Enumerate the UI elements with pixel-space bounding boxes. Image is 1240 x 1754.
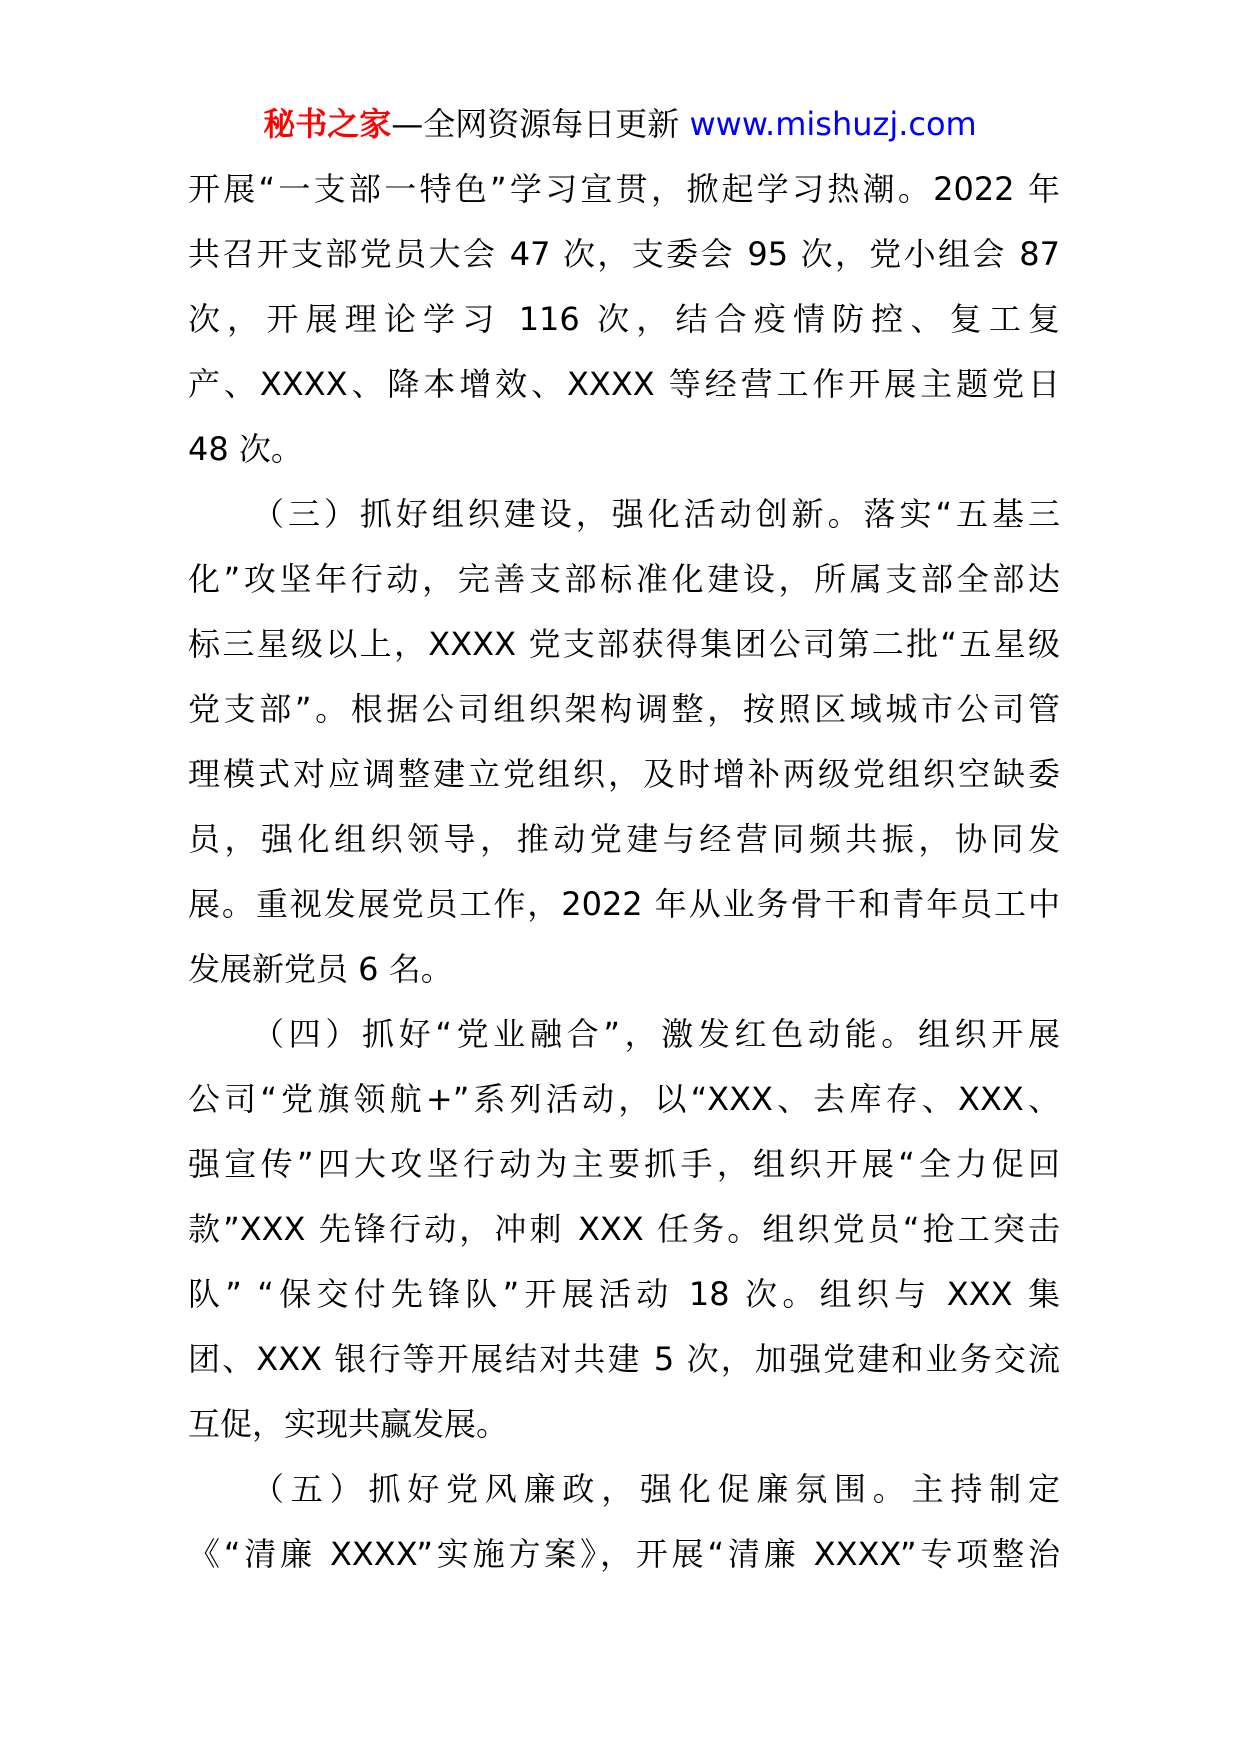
text-line: 款”XXX 先锋行动，冲刺 XXX 任务。组织党员“抢工突击	[188, 1210, 1060, 1248]
text-line: 发展新党员 6 名。	[188, 950, 453, 988]
section-4-heading-line: （四）抓好“党业融合”，激发红色动能。组织开展	[252, 1015, 1060, 1053]
text-line: 化”攻坚年行动，完善支部标准化建设，所属支部全部达	[188, 560, 1060, 598]
site-header	[0, 102, 1240, 146]
text-line: 队” “保交付先锋队”开展活动 18 次。组织与 XXX 集	[188, 1275, 1060, 1313]
text-line: 党支部”。根据公司组织架构调整，按照区域城市公司管	[188, 690, 1060, 728]
text-line: 展。重视发展党员工作，2022 年从业务骨干和青年员工中	[188, 885, 1060, 923]
section-3-heading-line: （三）抓好组织建设，强化活动创新。落实“五基三	[252, 495, 1060, 533]
document-body	[188, 157, 1060, 1587]
text-line: 共召开支部党员大会 47 次，支委会 95 次，党小组会 87	[188, 235, 1060, 273]
text-line: 互促，实现共赢发展。	[188, 1405, 509, 1443]
brand-name: 秘书之家	[263, 105, 392, 143]
text-line: 次，开展理论学习 116 次，结合疫情防控、复工复	[188, 300, 1060, 338]
text-line: 理模式对应调整建立党组织，及时增补两级党组织空缺委	[188, 755, 1060, 793]
site-url-link[interactable]: www.mishuzj.com	[689, 105, 977, 143]
text-line: 员，强化组织领导，推动党建与经营同频共振，协同发	[188, 820, 1060, 858]
section-5-heading-line: （五）抓好党风廉政，强化促廉氛围。主持制定	[252, 1470, 1060, 1508]
text-line: 产、XXXX、降本增效、XXXX 等经营工作开展主题党日	[188, 365, 1060, 403]
text-line: 《“清廉 XXXX”实施方案》，开展“清廉 XXXX”专项整治	[188, 1535, 1060, 1573]
text-line: 公司“党旗领航+”系列活动，以“XXX、去库存、XXX、	[188, 1080, 1060, 1118]
text-line: 开展“一支部一特色”学习宣贯，掀起学习热潮。2022 年	[188, 170, 1060, 208]
text-line: 48 次。	[188, 430, 303, 468]
text-line: 团、XXX 银行等开展结对共建 5 次，加强党建和业务交流	[188, 1340, 1060, 1378]
text-line: 标三星级以上，XXXX 党支部获得集团公司第二批“五星级	[188, 625, 1060, 663]
text-line: 强宣传”四大攻坚行动为主要抓手，组织开展“全力促回	[188, 1145, 1060, 1183]
header-tagline: —全网资源每日更新	[391, 105, 690, 143]
